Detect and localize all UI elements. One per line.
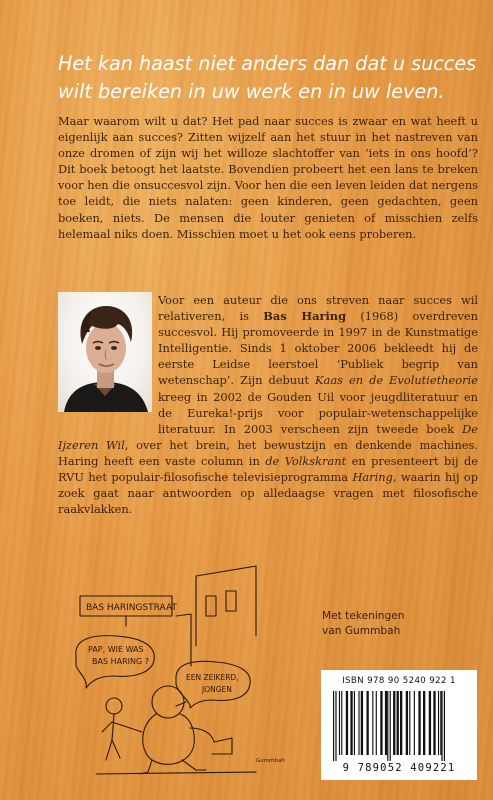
credit-line-1: Met tekeningen <box>322 610 405 622</box>
intro-paragraph: Maar waarom wilt u dat? Het pad naar succes is zwaar en wat heeft u eigenlijk aan succes? Zitten wijzelf aan het stuur in het nastreven van onze dromen of zijn wij het willoze slachtoffer van ‘iets in ons hoofd’? Dit boek betoogt het laatste. Bovendien probeert het een lans te breken voor hen die onsuccesvol zijn. Voor hen die een leven leiden dat nergens toe leidt, die niets nalaten: geen kinderen, geen gedachten, geen boeken, niets. De mensen die louter genieten of misschien zelfs helemaal niks doen. Misschien moet u het ook eens proberen. <box>58 114 478 241</box>
bio-text-4: , over het brein, het bewustzijn en denkende machines. Haring heeft een vaste column in <box>58 437 478 468</box>
bubble-child-line-1: PAP, WIE WAS <box>88 645 144 654</box>
cartoon-drawing <box>56 556 296 778</box>
bio-text-1: Voor een auteur die ons streven naar succes wil relativeren, is <box>158 293 478 324</box>
illustration-credit <box>322 609 472 639</box>
artist-signature: Gummbah <box>256 758 285 764</box>
bio-text-6: , waarin hij op zoek gaat naar antwoorden op alledaagse vragen met filosofische raakvlakken. <box>58 470 478 517</box>
book-title-kaas: Kaas en de Evolutietheorie <box>315 373 478 388</box>
tv-show-name: Haring <box>352 470 393 485</box>
father-figure <box>152 686 184 718</box>
bubble-father-line-2: JONGEN <box>202 685 232 694</box>
headline: Het kan haast niet anders dan dat u succes wilt bereiken in uw werk en in uw leven. <box>58 52 477 103</box>
bio-text-5: en presenteert bij de RVU het populair-filosofische televisieprogramma <box>58 453 478 485</box>
bubble-child-line-2: BAS HARING ? <box>92 657 149 666</box>
bio-text-2: (1968) overdreven succesvol. Hij promoveerde in 1997 in de Kunstmatige Intelligentie. Sinds 1 oktober 2006 bekleedt hij de eerste Leidse leerstoel ‘Publiek begrip van wetenschap’. Zijn debuut <box>158 309 479 388</box>
barcode-box <box>321 670 477 780</box>
book-title-ijzeren-wil: De Ijzeren Wil <box>58 421 478 452</box>
author-bio <box>58 292 478 517</box>
street-sign-text: BAS HARINGSTRAAT <box>86 603 177 613</box>
isbn-text: ISBN 978 90 5240 922 1 <box>342 676 456 686</box>
child-figure <box>106 698 122 714</box>
author-name: Bas Haring <box>263 309 347 324</box>
newspaper-name: de Volkskrant <box>265 453 347 468</box>
credit-line-2: van Gummbah <box>322 625 401 637</box>
barcode-bars <box>331 691 467 761</box>
bio-text-3: kreeg in 2002 de Gouden Uil voor jeugdliteratuur en de Eureka!-prijs voor populair-wetenschappelijke literatuur. In 2003 verscheen zijn tweede boek <box>158 389 478 436</box>
bubble-father-line-1: EEN ZEIKERD, <box>186 673 239 682</box>
ean-number: 9 789052 409221 <box>342 762 456 774</box>
